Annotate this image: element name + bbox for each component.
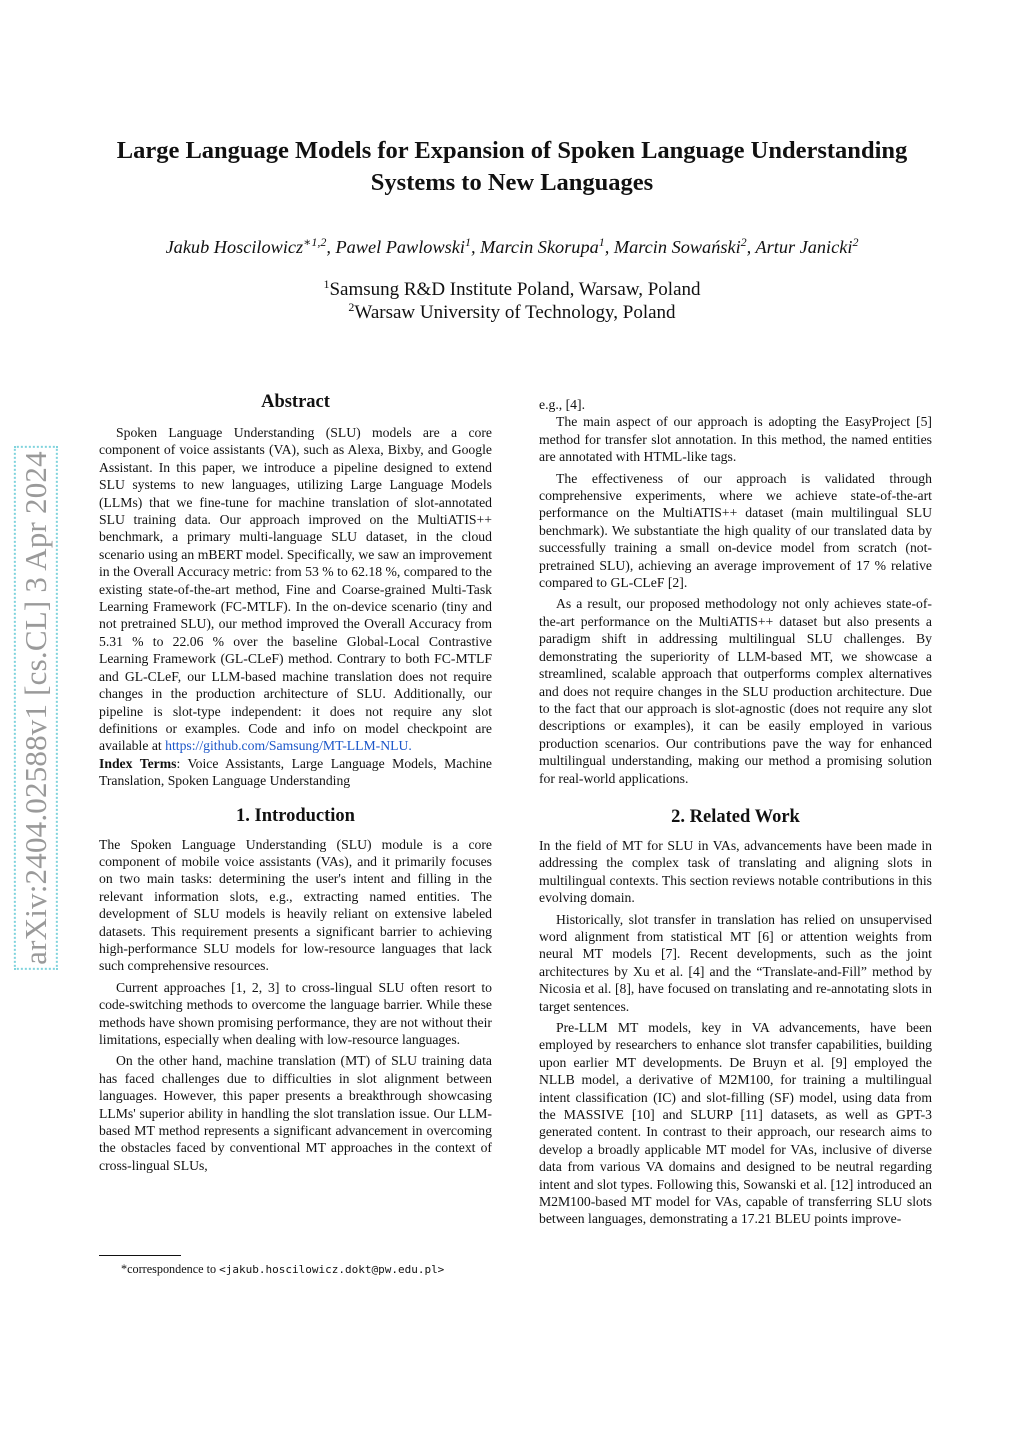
affiliation-1: [80, 279, 944, 301]
intro-paragraph: Current approaches [1, 2, 3] to cross-lingual SLU often resort to code-switching methods to overcome the language barrier. While these methods have shown promising performance, they are not without their limitations, especially when dealing with low-resource languages.: [99, 979, 492, 1047]
affiliation-2: [80, 302, 944, 324]
author-name: Jakub Hoscilowicz: [165, 237, 304, 257]
index-terms-label: Index Terms: [99, 755, 177, 771]
abstract-heading: Abstract: [261, 392, 330, 412]
related-paragraph: Pre-LLM MT models, key in VA advancements, have been employed by researchers to enhance slot transfer capabilities, building upon earlier MT developments. De Bruyn et al. [9] employed the NLLB model, a derivative of M2M100, for training a multilingual intent classification (IC) and slot-filling (SF) model, using data from the MASSIVE [10] and SLURP [11] datasets, as well as GPT-3 generated content. In contrast to their approach, our research aims to develop a broadly applicable MT model for VAs, inclusive of diverse data from various VA domains and designed to be neutral regarding intent and slot types. Following this, Sowanski et al. [12] introduced an M2M100-based MT model for VAs, capable of transferring SLU slots between languages, demonstrating a 17.21 BLEU points improve-: [539, 1020, 932, 1227]
intro-paragraph: The Spoken Language Understanding (SLU) module is a core component of mobile voice assistants (VAs), and it primarily focuses on two main tasks: determining the user's intent and filling in the relevant information slots, e.g., extracting named entities. The development of SLU models is heavily reliant on extensive labeled datasets. This requirement presents a significant barrier to achieving high-performance SLU models for low-resource languages that lack such comprehensive resources.: [99, 836, 492, 974]
intro-paragraph: The effectiveness of our approach is validated through comprehensive experiments, where we achieve state-of-the-art performance on the MultiATIS++ dataset (main multilingual SLU benchmark). We substantiate the high quality of our translated data by successfully training a small on-device model from scratch (not-pretrained SLU), achieving an average improvement of 17 % relative compared to GL-CLeF [2].: [539, 470, 932, 591]
abstract-body: Spoken Language Understanding (SLU) models are a core component of voice assistants (VA), such as Alexa, Bixby, and Google Assistant. In this paper, we introduce a pipeline designed to extend SLU systems to new languages, utilizing Large Language Models (LLMs) that we fine-tune for machine translation of slot-annotated SLU training data. Our approach improved on the MultiATIS++ benchmark, a primary multi-language SLU dataset, in the cloud scenario using an mBERT model. Specifically, we saw an improvement in the Overall Accuracy metric: from 53 % to 62.18 %, compared to the existing state-of-the-art method, Fine and Coarse-grained Multi-Task Learning Framework (FC-MTLF). In the on-device scenario (tiny and not pretrained SLU), our method improved the Overall Accuracy from 5.31 % to 22.06 % over the baseline Global-Local Contrastive Learning Framework (GL-CLeF) method. Contrary to both FC-MTLF and GL-CLeF, our LLM-based machine translation does not require changes in the production architecture of SLU. Additionally, our pipeline is slot-type independent: it does not require any slot definitions or examples. Code and info on model checkpoint are available at: [99, 425, 492, 754]
paper-title: [80, 135, 944, 199]
title-line-1: Large Language Models for Expansion of Spoken Language Understanding: [116, 137, 908, 164]
related-paragraph: In the field of MT for SLU in VAs, advancements have been made in addressing the complex task of translating and aligning slots in multilingual contexts. This section reviews notable contributions in this evolving domain.: [539, 837, 932, 906]
related-paragraph: Historically, slot transfer in translation has relied on unsupervised word alignment from statistical MT [6] or attention weights from neural MT models [7]. Recent developments, such as the joint architectures by Xu et al. [4] and the “Translate-and-Fill” method by Nicosia et al. [8], have focused on translating and re-annotating slots in target sentences.: [539, 911, 932, 1014]
intro-paragraph: As a result, our proposed methodology not only achieves state-of-the-art performance on the MultiATIS++ dataset but also presents a paradigm shift in addressing multilingual SLU challenges. By demonstrating the superiority of LLM-based MT, we showcase a streamlined, scalable approach that outperforms complex alternatives and does not require changes in the SLU production architecture. Due to the fact that our approach is slot-agnostic (does not require any slot descriptions or examples), it can be easily employed in various production scenarios. Our contributions pave the way for enhanced multilingual understanding, making our method a promising solution for real-world applications.: [539, 596, 932, 786]
author-name: Marcin Sowański: [613, 237, 741, 257]
author-affil-sup: 1: [464, 235, 471, 249]
author-affil-sup: ∗1,2: [303, 235, 327, 249]
affiliation-sup: 2: [348, 300, 355, 314]
intro-continuation: e.g., [4].: [539, 397, 585, 412]
right-column: [539, 396, 932, 1228]
intro-heading: 1. Introduction: [236, 805, 355, 826]
footnote-rule: [99, 1255, 181, 1256]
arxiv-identifier: [17, 423, 55, 993]
abstract-text: [99, 424, 492, 755]
author-affil-sup: 2: [852, 235, 859, 249]
index-terms-text: : Voice Assistants, Large Language Models, Machine Translation, Spoken Language Understanding: [99, 755, 493, 789]
author-list: Jakub Hoscilowicz$^{∗1,2}$, Pawel Pawlowski$^1$, Marcin Skorupa$^1$, Marcin Sowański$^2$, Artur Janicki$^2$: [165, 235, 859, 257]
author-name: Pawel Pawlowski: [335, 237, 465, 257]
arxiv-id-text: arXiv:2404.02588v1 [cs.CL] 3 Apr 2024: [18, 451, 53, 965]
related-work-heading: 2. Related Work: [671, 806, 800, 827]
affiliation-sup: 1: [323, 277, 330, 291]
affiliation-name: Samsung R&D Institute Poland, Warsaw, Poland: [329, 279, 701, 300]
code-link[interactable]: https://github.com/Samsung/MT-LLM-NLU.: [165, 738, 412, 754]
author-affil-sup: 1: [598, 235, 605, 249]
left-column: [99, 390, 492, 1174]
footnote-email[interactable]: <jakub.hoscilowicz.dokt@pw.edu.pl>: [219, 1263, 445, 1276]
affiliation-name: Warsaw University of Technology, Poland: [354, 302, 676, 323]
author-name: Artur Janicki: [755, 237, 853, 257]
intro-paragraph: The main aspect of our approach is adopting the EasyProject [5] method for transfer slot annotation. In this method, the named entities are annotated with HTML-like tags.: [539, 414, 932, 465]
index-terms: [99, 755, 492, 790]
footnote-text: *correspondence to: [121, 1262, 220, 1276]
footnote: [99, 1262, 492, 1277]
author-affil-sup: 2: [740, 235, 747, 249]
author-name: Marcin Skorupa: [480, 237, 599, 257]
title-line-2: Systems to New Languages: [370, 169, 654, 196]
intro-paragraph: On the other hand, machine translation (MT) of SLU training data has faced challenges due to difficulties in slot alignment between languages. However, this paper presents a breakthrough showcasing LLMs' superior ability in handling the slot translation issue. Our LLM-based MT method represents a significant advancement in overcoming the obstacles faced by conventional MT approaches in the context of cross-lingual SLUs,: [99, 1053, 492, 1173]
